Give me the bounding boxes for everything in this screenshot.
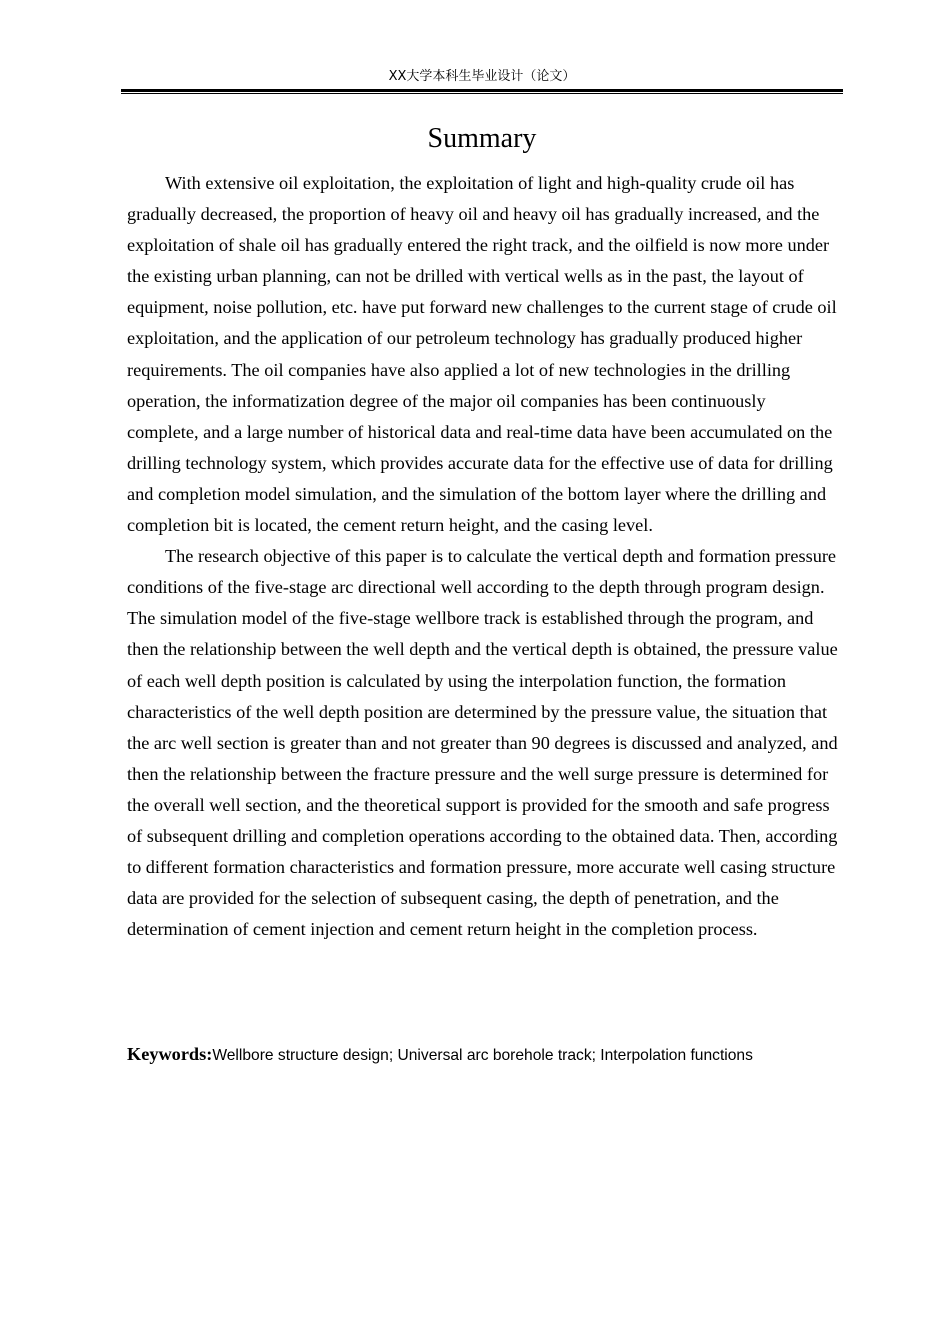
running-header: XX大学本科生毕业设计（论文） bbox=[388, 69, 576, 84]
abstract-paragraph-2: The research objective of this paper is to calculate the vertical depth and formation pressure conditions of the five-stage arc directional well according to the depth through program design. The simulation model of the five-stage wellbore track is established through the program, and then the relationship between the well depth and the vertical depth is obtained, the pressure value of each well depth position is calculated by using the interpolation function, the formation characteristics of the well depth position are determined by the pressure value, the situation that the arc well section is greater than and not greater than 90 degrees is discussed and analyzed, and then the relationship between the fracture pressure and the well surge pressure is determined for the overall well section, and the theoretical support is provided for the smooth and safe progress of subsequent drilling and completion operations according to the obtained data. Then, according to different formation characteristics and formation pressure, more accurate well casing structure data are provided for the selection of subsequent casing, the depth of penetration, and the determination of cement injection and cement return height in the completion process. bbox=[127, 546, 838, 940]
page-title: Summary bbox=[427, 123, 537, 154]
abstract-body bbox=[127, 168, 839, 945]
header-double-rule bbox=[121, 89, 843, 94]
keywords-line bbox=[127, 1040, 842, 1070]
keywords-label: Keywords: bbox=[127, 1044, 213, 1064]
keywords-value: Wellbore structure design; Universal arc borehole track; Interpolation functions bbox=[212, 1047, 753, 1064]
abstract-paragraph-1: With extensive oil exploitation, the exploitation of light and high-quality crude oil has gradually decreased, the proportion of heavy oil and heavy oil has gradually increased, and the exploitation of shale oil has gradually entered the right track, and the oilfield is now more under the existing urban planning, can not be drilled with vertical wells as in the past, the layout of equipment, noise pollution, etc. have put forward new challenges to the current stage of crude oil exploitation, and the application of our petroleum technology has gradually produced higher requirements. The oil companies have also applied a lot of new technologies in the drilling operation, the informatization degree of the major oil companies has been continuously complete, and a large number of historical data and real-time data have been accumulated on the drilling technology system, which provides accurate data for the effective use of data for drilling and completion model simulation, and the simulation of the bottom layer where the drilling and completion bit is located, the cement return height, and the casing level. bbox=[127, 173, 837, 536]
